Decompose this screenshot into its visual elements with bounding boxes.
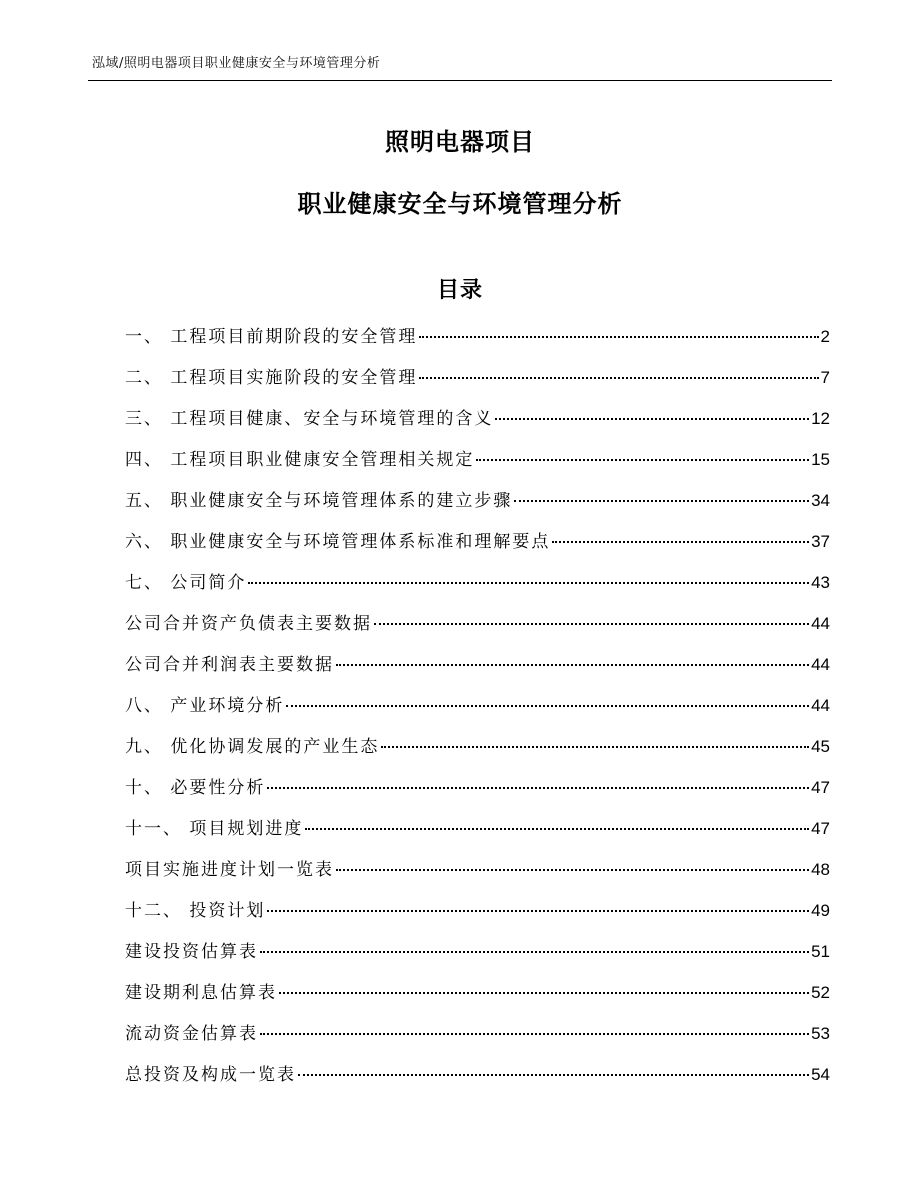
- toc-entry[interactable]: [125, 445, 830, 486]
- toc-entry[interactable]: [125, 527, 830, 568]
- toc-entry[interactable]: [125, 1019, 830, 1060]
- toc-entry-page-number: 43: [811, 573, 830, 592]
- toc-dot-leader: [298, 1074, 809, 1076]
- toc-dot-leader: [305, 828, 809, 830]
- toc-dot-leader: [336, 869, 809, 871]
- toc-entry[interactable]: [125, 896, 830, 937]
- toc-entry[interactable]: [125, 568, 830, 609]
- toc-entry-page-number: 15: [811, 450, 830, 469]
- toc-entry-label: 三、 工程项目健康、安全与环境管理的含义: [125, 409, 494, 429]
- toc-entry[interactable]: [125, 363, 830, 404]
- toc-entry-page-number: 45: [811, 737, 830, 756]
- toc-entry[interactable]: [125, 814, 830, 855]
- toc-entry-label: 八、 产业环境分析: [125, 696, 285, 716]
- toc-dot-leader: [260, 1033, 809, 1035]
- toc-entry-label: 二、 工程项目实施阶段的安全管理: [125, 368, 418, 388]
- toc-dot-leader: [419, 336, 818, 338]
- toc-dot-leader: [419, 377, 818, 379]
- toc-dot-leader: [381, 746, 809, 748]
- toc-entry-page-number: 37: [811, 532, 830, 551]
- toc-entry[interactable]: [125, 404, 830, 445]
- table-of-contents: [125, 322, 830, 1101]
- toc-entry-page-number: 34: [811, 491, 830, 510]
- toc-entry-label: 十二、 投资计划: [125, 901, 266, 921]
- toc-entry-page-number: 54: [811, 1065, 830, 1084]
- toc-dot-leader: [286, 705, 809, 707]
- toc-entry-label: 流动资金估算表: [125, 1024, 258, 1044]
- toc-dot-leader: [374, 623, 809, 625]
- toc-entry-label: 十、 必要性分析: [125, 778, 266, 798]
- toc-dot-leader: [476, 459, 809, 461]
- toc-entry[interactable]: [125, 978, 830, 1019]
- toc-dot-leader: [495, 418, 809, 420]
- toc-entry[interactable]: [125, 855, 830, 896]
- toc-entry-label: 六、 职业健康安全与环境管理体系标准和理解要点: [125, 532, 551, 552]
- toc-entry-label: 公司合并资产负债表主要数据: [125, 614, 372, 634]
- toc-entry[interactable]: [125, 322, 830, 363]
- toc-dot-leader: [248, 582, 809, 584]
- toc-entry-label: 项目实施进度计划一览表: [125, 860, 334, 880]
- toc-entry-page-number: 47: [811, 819, 830, 838]
- toc-heading: 目录: [436, 278, 483, 303]
- document-title-line-2: 职业健康安全与环境管理分析: [297, 190, 623, 218]
- toc-entry-page-number: 48: [811, 860, 830, 879]
- toc-entry-page-number: 44: [811, 655, 830, 674]
- toc-entry[interactable]: [125, 773, 830, 814]
- toc-entry-page-number: 52: [811, 983, 830, 1002]
- running-header: 泓域/照明电器项目职业健康安全与环境管理分析: [92, 56, 381, 71]
- toc-entry-label: 公司合并利润表主要数据: [125, 655, 334, 675]
- toc-entry-label: 九、 优化协调发展的产业生态: [125, 737, 380, 757]
- toc-entry[interactable]: [125, 732, 830, 773]
- toc-entry-label: 一、 工程项目前期阶段的安全管理: [125, 327, 418, 347]
- toc-entry-page-number: 7: [820, 368, 830, 387]
- toc-entry-label: 十一、 项目规划进度: [125, 819, 304, 839]
- toc-entry-page-number: 53: [811, 1024, 830, 1043]
- document-title-line-1: 照明电器项目: [385, 128, 535, 156]
- toc-entry-label: 建设期利息估算表: [125, 983, 277, 1003]
- toc-entry-page-number: 49: [811, 901, 830, 920]
- toc-entry-page-number: 47: [811, 778, 830, 797]
- toc-dot-leader: [514, 500, 809, 502]
- toc-dot-leader: [267, 910, 809, 912]
- toc-entry[interactable]: [125, 1060, 830, 1101]
- toc-entry-label: 建设投资估算表: [125, 942, 258, 962]
- toc-entry-page-number: 12: [811, 409, 830, 428]
- toc-entry[interactable]: [125, 691, 830, 732]
- toc-dot-leader: [279, 992, 809, 994]
- header-divider: [88, 80, 832, 81]
- toc-entry-page-number: 51: [811, 942, 830, 961]
- toc-dot-leader: [260, 951, 809, 953]
- toc-dot-leader: [267, 787, 809, 789]
- toc-entry-page-number: 2: [820, 327, 830, 346]
- toc-entry-page-number: 44: [811, 696, 830, 715]
- toc-entry-label: 总投资及构成一览表: [125, 1065, 296, 1085]
- toc-entry[interactable]: [125, 937, 830, 978]
- toc-entry[interactable]: [125, 486, 830, 527]
- toc-dot-leader: [336, 664, 809, 666]
- toc-entry[interactable]: [125, 609, 830, 650]
- toc-entry[interactable]: [125, 650, 830, 691]
- toc-dot-leader: [552, 541, 809, 543]
- toc-entry-page-number: 44: [811, 614, 830, 633]
- toc-entry-label: 四、 工程项目职业健康安全管理相关规定: [125, 450, 475, 470]
- toc-entry-label: 七、 公司简介: [125, 573, 247, 593]
- toc-entry-label: 五、 职业健康安全与环境管理体系的建立步骤: [125, 491, 513, 511]
